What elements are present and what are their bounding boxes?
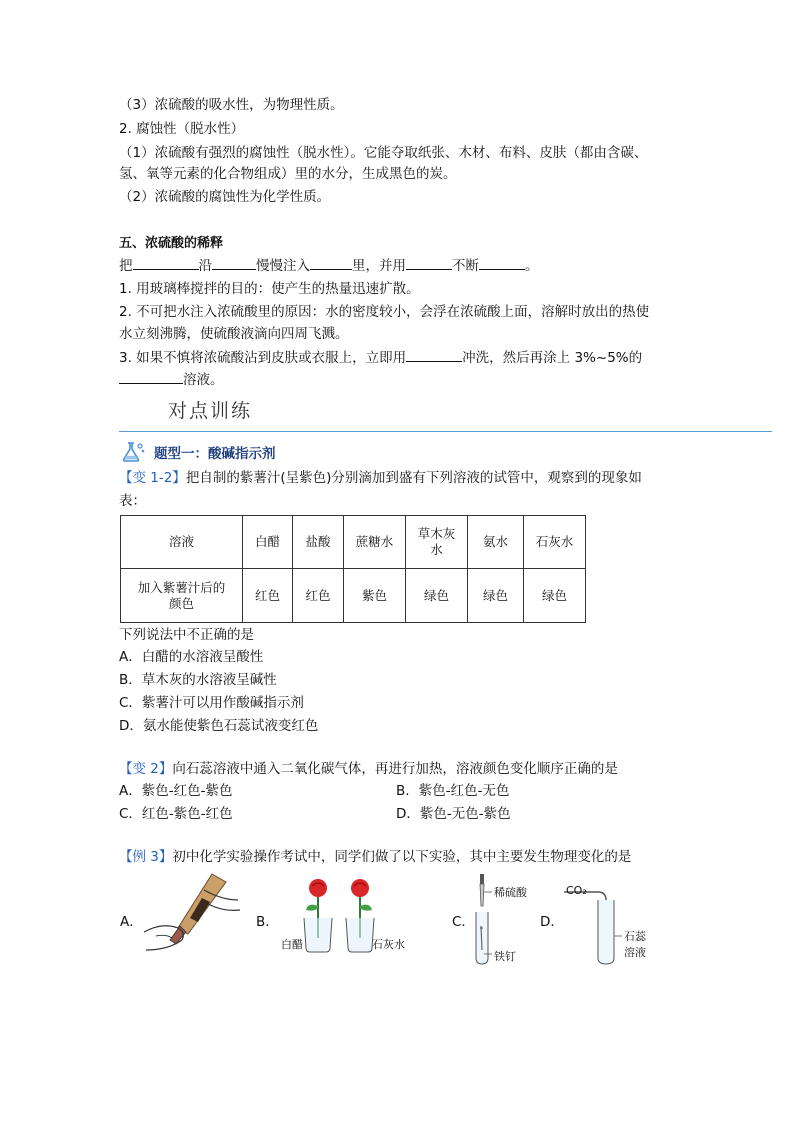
text-line: 水立刻沸腾，使硫酸液滴向四周飞溅。 bbox=[119, 326, 349, 342]
figure-b-label: 石灰水 bbox=[372, 938, 405, 951]
figure-a-hands-wood-icon bbox=[142, 870, 242, 952]
table-cell: 白醋 bbox=[243, 516, 293, 569]
table-cell: 石灰水 bbox=[524, 516, 586, 569]
blank[interactable] bbox=[133, 257, 199, 270]
text-line: （3）浓硫酸的吸水性，为物理性质。 bbox=[119, 97, 344, 113]
blank[interactable] bbox=[406, 257, 452, 270]
question-stem: 【例 3】初中化学实验操作考试中，同学们做了以下实验，其中主要发生物理变化的是 bbox=[119, 849, 632, 865]
text-line: （1）浓硫酸有强烈的腐蚀性（脱水性）。它能夺取纸张、木材、布料、皮肤（都由含碳、 bbox=[119, 145, 648, 161]
flask-icon bbox=[120, 441, 146, 463]
table-cell: 蔗糖水 bbox=[344, 516, 406, 569]
blank[interactable] bbox=[479, 257, 525, 270]
question-stem: 【变 2】向石蕊溶液中通入二氧化碳气体，再进行加热，溶液颜色变化顺序正确的是 bbox=[119, 761, 618, 777]
figure-label-c[interactable]: C． bbox=[452, 914, 475, 930]
table-cell: 红色 bbox=[293, 569, 344, 623]
table-row bbox=[121, 569, 586, 623]
table-cell: 绿色 bbox=[524, 569, 586, 623]
text-line: 2. 腐蚀性（脱水性） bbox=[119, 121, 245, 137]
observation-table bbox=[120, 515, 586, 623]
option-c[interactable]: C．紫薯汁可以用作酸碱指示剂 bbox=[119, 695, 304, 711]
blank[interactable] bbox=[310, 257, 352, 270]
figure-d-label: 溶液 bbox=[624, 946, 646, 959]
table-cell: 氨水 bbox=[468, 516, 524, 569]
question-stem-cont: 表： bbox=[119, 493, 146, 509]
table-cell: 盐酸 bbox=[293, 516, 344, 569]
blank[interactable] bbox=[119, 371, 183, 384]
fill-in-sentence: 把 沿 慢慢注入 里，并用 不断 。 bbox=[119, 258, 539, 274]
question-ask: 下列说法中不正确的是 bbox=[119, 627, 254, 643]
option-b[interactable]: B．草木灰的水溶液呈碱性 bbox=[119, 672, 277, 688]
table-cell: 绿色 bbox=[468, 569, 524, 623]
figure-c-label: 稀硫酸 bbox=[494, 886, 527, 899]
text-line: 1. 用玻璃棒搅拌的目的：使产生的热量迅速扩散。 bbox=[119, 281, 420, 297]
figure-d-label: 石蕊 bbox=[624, 930, 646, 943]
text-line: 氢、氧等元素的化合物组成）里的水分，生成黑色的炭。 bbox=[119, 166, 457, 182]
option-c[interactable]: C．红色-紫色-红色 bbox=[119, 806, 233, 822]
option-b[interactable]: B．紫色-红色-无色 bbox=[396, 783, 510, 799]
option-d[interactable]: D．紫色-无色-紫色 bbox=[396, 806, 511, 822]
text-line: （2）浓硫酸的腐蚀性为化学性质。 bbox=[119, 189, 331, 205]
figure-d-label: CO₂ bbox=[566, 884, 587, 897]
option-a[interactable]: A．白醋的水溶液呈酸性 bbox=[119, 649, 264, 665]
text-line: 2. 不可把水注入浓硫酸里的原因：水的密度较小，会浮在浓硫酸上面，溶解时放出的热使 bbox=[119, 304, 650, 320]
text-line: 3. 如果不慎将浓硫酸沾到皮肤或衣服上，立即用 冲洗，然后再涂上 3%~5%的 bbox=[119, 350, 643, 366]
table-cell: 加入紫薯汁后的 颜色 bbox=[121, 569, 243, 623]
topic-label: 题型一：酸碱指示剂 bbox=[154, 446, 276, 462]
topic-title bbox=[120, 440, 276, 464]
table-cell: 绿色 bbox=[406, 569, 468, 623]
figure-b-label: 白醋 bbox=[281, 938, 303, 951]
divider bbox=[119, 431, 772, 432]
table-cell: 红色 bbox=[243, 569, 293, 623]
option-d[interactable]: D．氨水能使紫色石蕊试液变红色 bbox=[119, 718, 319, 734]
figure-label-a[interactable]: A． bbox=[120, 914, 143, 930]
section-heading: 五、浓硫酸的稀释 bbox=[119, 236, 224, 251]
blank[interactable] bbox=[212, 257, 256, 270]
training-heading: 对点训练 bbox=[168, 400, 253, 422]
table-cell: 紫色 bbox=[344, 569, 406, 623]
question-stem: 【变 1-2】把自制的紫薯汁(呈紫色)分别滴加到盛有下列溶液的试管中，观察到的现象如 bbox=[119, 470, 642, 486]
table-cell: 溶液 bbox=[121, 516, 243, 569]
figure-label-b[interactable]: B． bbox=[256, 914, 279, 930]
figure-c-label: 铁钉 bbox=[494, 950, 516, 963]
table-cell: 草木灰 水 bbox=[406, 516, 468, 569]
figure-label-d[interactable]: D． bbox=[540, 914, 564, 930]
table-row bbox=[121, 516, 586, 569]
blank[interactable] bbox=[406, 349, 462, 362]
option-a[interactable]: A．紫色-红色-紫色 bbox=[119, 783, 233, 799]
text-line: 溶液。 bbox=[119, 371, 224, 389]
